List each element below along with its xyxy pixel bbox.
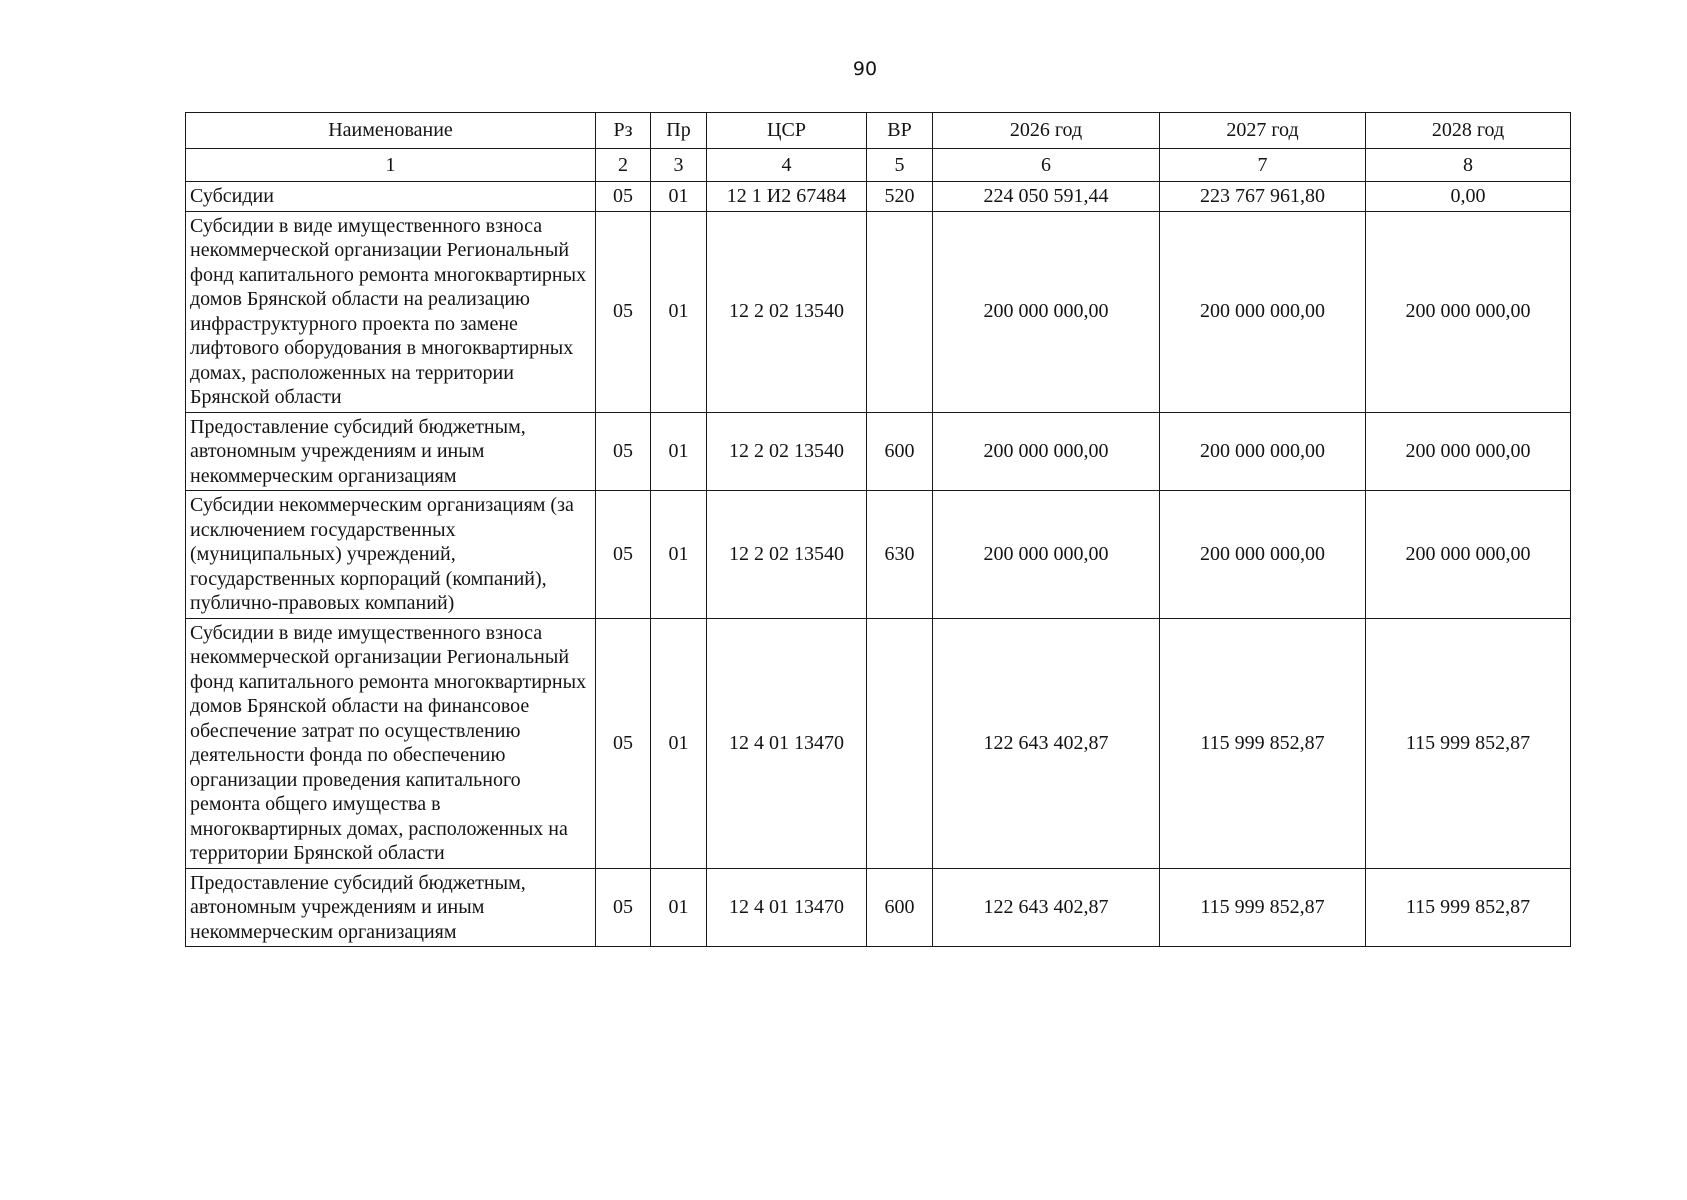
table-row [186, 491, 1571, 619]
row-pr: 01 [651, 182, 707, 212]
row-name: Предоставление субсидий бюджетным, автономным учреждениям и иным некоммерческим организациям [186, 868, 596, 947]
row-2028: 115 999 852,87 [1366, 618, 1571, 868]
column-number: 8 [1366, 149, 1571, 182]
header-vr: ВР [867, 113, 933, 149]
row-rz: 05 [596, 868, 651, 947]
row-2028: 200 000 000,00 [1366, 412, 1571, 491]
column-number: 2 [596, 149, 651, 182]
row-rz: 05 [596, 618, 651, 868]
row-name: Субсидии в виде имущественного взноса некоммерческой организации Региональный фонд капитального ремонта многоквартирных домов Брянской области на финансовое обеспечение затрат по осуществлению деятельности фонда по обеспечению организации проведения капитального ремонта общего имущества в многоквартирных домах, расположенных на территории Брянской области [186, 618, 596, 868]
table-row [186, 618, 1571, 868]
row-vr: 600 [867, 868, 933, 947]
table-row [186, 412, 1571, 491]
row-2027: 115 999 852,87 [1160, 868, 1366, 947]
row-name: Субсидии в виде имущественного взноса некоммерческой организации Региональный фонд капитального ремонта многоквартирных домов Брянской области на реализацию инфраструктурного проекта по замене лифтового оборудования в многоквартирных домах, расположенных на территории Брянской области [186, 211, 596, 412]
row-2027: 200 000 000,00 [1160, 211, 1366, 412]
row-vr: 520 [867, 182, 933, 212]
table-row [186, 211, 1571, 412]
row-rz: 05 [596, 211, 651, 412]
header-2026: 2026 год [933, 113, 1160, 149]
page-number: 90 [852, 58, 878, 80]
row-rz: 05 [596, 182, 651, 212]
column-number: 6 [933, 149, 1160, 182]
column-number: 7 [1160, 149, 1366, 182]
row-rz: 05 [596, 491, 651, 619]
row-pr: 01 [651, 412, 707, 491]
table-row [186, 182, 1571, 212]
column-number: 1 [186, 149, 596, 182]
row-2026: 200 000 000,00 [933, 211, 1160, 412]
header-pr: Пр [651, 113, 707, 149]
header-2027: 2027 год [1160, 113, 1366, 149]
row-pr: 01 [651, 618, 707, 868]
row-name: Предоставление субсидий бюджетным, автономным учреждениям и иным некоммерческим организациям [186, 412, 596, 491]
row-2026: 122 643 402,87 [933, 618, 1160, 868]
row-pr: 01 [651, 211, 707, 412]
row-2026: 122 643 402,87 [933, 868, 1160, 947]
header-name: Наименование [186, 113, 596, 149]
row-csr: 12 2 02 13540 [707, 211, 867, 412]
row-2028: 0,00 [1366, 182, 1571, 212]
row-csr: 12 4 01 13470 [707, 868, 867, 947]
column-number-row [186, 149, 1571, 182]
header-row [186, 113, 1571, 149]
row-2027: 200 000 000,00 [1160, 491, 1366, 619]
row-vr [867, 618, 933, 868]
row-vr: 600 [867, 412, 933, 491]
budget-table [185, 112, 1571, 947]
row-2027: 200 000 000,00 [1160, 412, 1366, 491]
row-csr: 12 2 02 13540 [707, 491, 867, 619]
row-2026: 200 000 000,00 [933, 491, 1160, 619]
row-vr: 630 [867, 491, 933, 619]
row-csr: 12 4 01 13470 [707, 618, 867, 868]
row-csr: 12 1 И2 67484 [707, 182, 867, 212]
column-number: 5 [867, 149, 933, 182]
row-2026: 200 000 000,00 [933, 412, 1160, 491]
row-csr: 12 2 02 13540 [707, 412, 867, 491]
row-2028: 115 999 852,87 [1366, 868, 1571, 947]
row-2027: 223 767 961,80 [1160, 182, 1366, 212]
row-name: Субсидии [186, 182, 596, 212]
column-number: 4 [707, 149, 867, 182]
header-csr: ЦСР [707, 113, 867, 149]
row-pr: 01 [651, 868, 707, 947]
header-rz: Рз [596, 113, 651, 149]
row-2026: 224 050 591,44 [933, 182, 1160, 212]
row-name: Субсидии некоммерческим организациям (за исключением государственных (муниципальных) учреждений, государственных корпораций (компаний), публично-правовых компаний) [186, 491, 596, 619]
row-pr: 01 [651, 491, 707, 619]
column-number: 3 [651, 149, 707, 182]
row-2027: 115 999 852,87 [1160, 618, 1366, 868]
row-rz: 05 [596, 412, 651, 491]
row-vr [867, 211, 933, 412]
header-2028: 2028 год [1366, 113, 1571, 149]
row-2028: 200 000 000,00 [1366, 211, 1571, 412]
table-row [186, 868, 1571, 947]
row-2028: 200 000 000,00 [1366, 491, 1571, 619]
